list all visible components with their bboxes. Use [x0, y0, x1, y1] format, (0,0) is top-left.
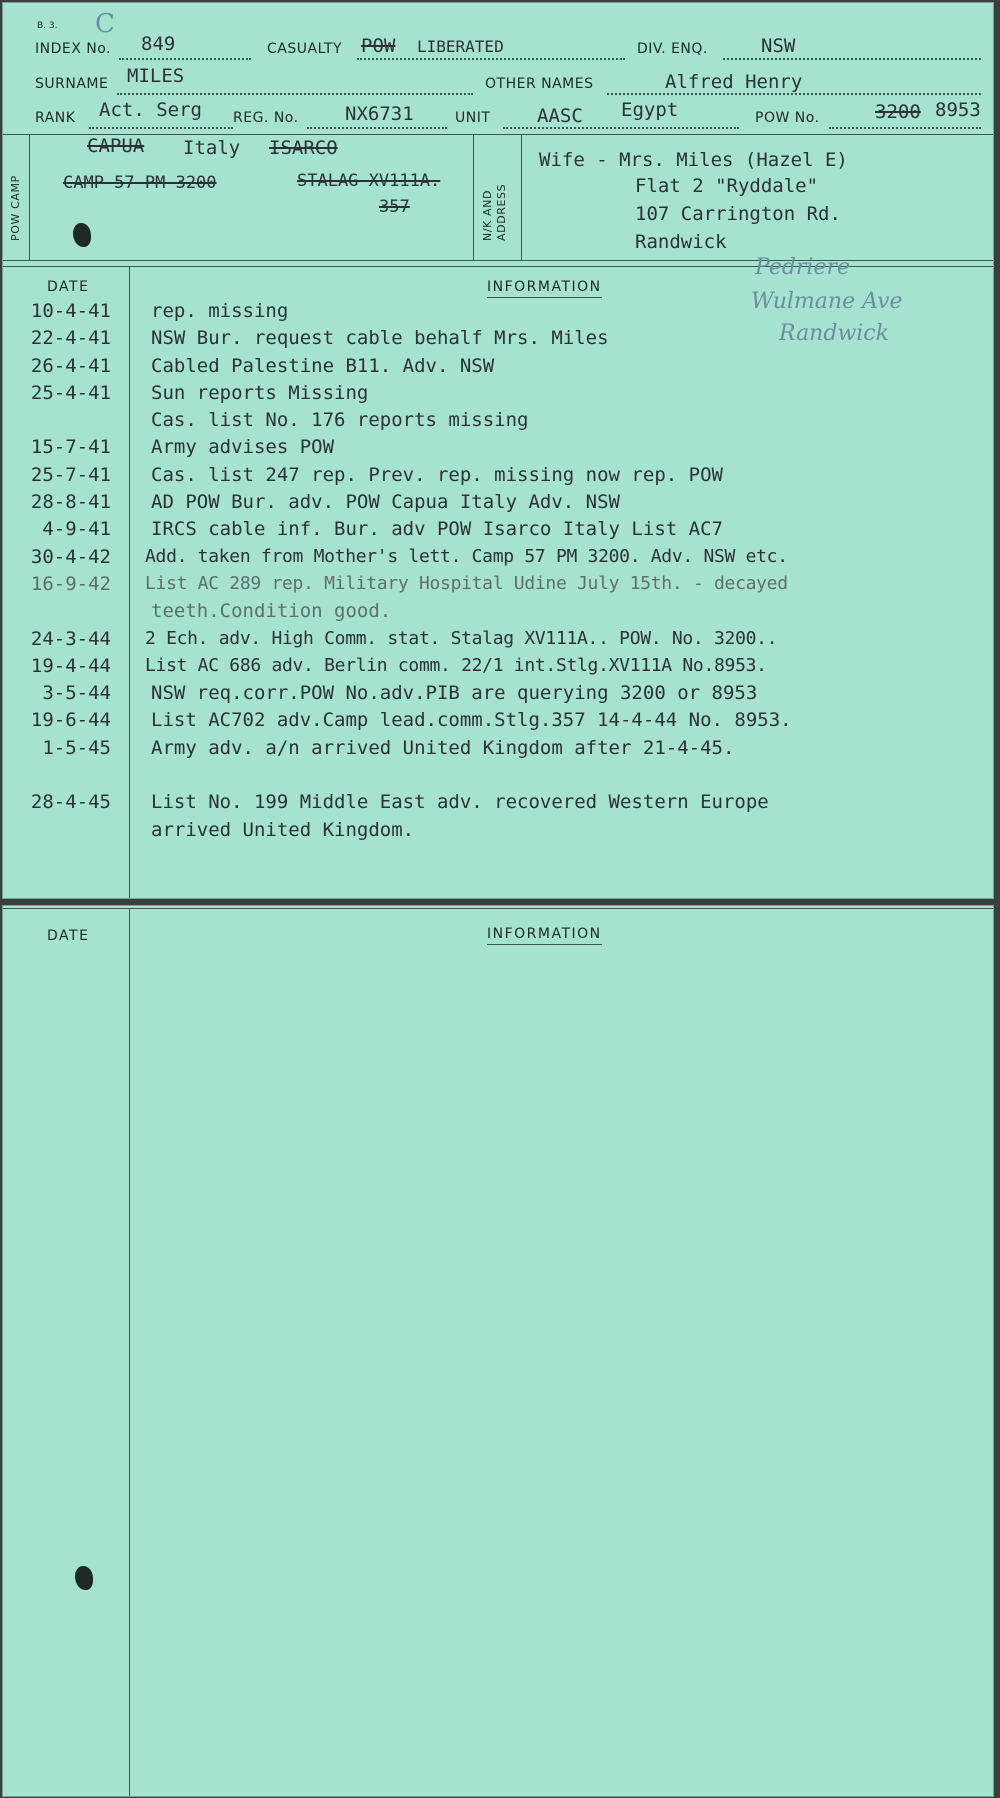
- surname-value: MILES: [127, 65, 185, 87]
- rule-top-back: [3, 908, 993, 909]
- entry-list: [3, 300, 995, 846]
- table-row: [3, 764, 995, 791]
- rank-label: RANK: [35, 110, 76, 126]
- table-row: [3, 600, 995, 627]
- index-card-back: [2, 905, 994, 1797]
- reg-dots: [307, 127, 447, 129]
- camp-italy: Italy: [183, 137, 241, 159]
- entry-date: 10-4-41: [30, 300, 111, 322]
- index-value: 849: [141, 33, 176, 55]
- entry-text: rep. missing: [151, 300, 289, 322]
- table-row: [3, 409, 995, 436]
- nk-address-label: N/K AND ADDRESS: [481, 183, 508, 241]
- entry-date: 19-4-44: [30, 654, 111, 677]
- table-row: [3, 491, 995, 518]
- div-enq-dots: [723, 58, 981, 60]
- entry-text: Sun reports Missing: [151, 381, 369, 404]
- table-row: [3, 709, 995, 736]
- casualty-label: CASUALTY: [267, 41, 343, 57]
- pow-camp-label: POW CAMP: [9, 175, 22, 241]
- entry-date: 15-7-41: [30, 436, 111, 459]
- unit-value: AASC: [537, 105, 583, 127]
- entry-text: NSW Bur. request cable behalf Mrs. Miles: [151, 327, 609, 350]
- entry-text: Army advises POW: [151, 436, 335, 459]
- entry-date: 1-5-45: [42, 736, 111, 759]
- pow-no-dots: [829, 127, 981, 129]
- address-line-1: Wife - Mrs. Miles (Hazel E): [539, 149, 848, 171]
- table-row: [3, 436, 995, 463]
- camp-stalag: STALAG XV111A.: [297, 171, 441, 191]
- date-header: DATE: [47, 279, 90, 295]
- entry-text: arrived United Kingdom.: [151, 818, 415, 841]
- entry-text: 2 Ech. adv. High Comm. stat. Stalag XV111A.. POW. No. 3200..: [145, 627, 778, 649]
- unit-dots: [503, 127, 739, 129]
- table-row: [3, 819, 995, 846]
- surname-label: SURNAME: [35, 76, 109, 92]
- reg-value: NX6731: [345, 103, 414, 125]
- entry-text: List AC702 adv.Camp lead.comm.Stlg.357 14-4-44 No. 8953.: [151, 709, 792, 732]
- punch-hole: [73, 223, 91, 247]
- casualty-dots: [357, 58, 625, 60]
- pow-no-label: POW No.: [755, 110, 820, 126]
- table-row: [3, 327, 995, 354]
- table-row: [3, 546, 995, 573]
- entry-date: 24-3-44: [30, 627, 111, 650]
- entry-text: List AC 289 rep. Military Hospital Udine July 15th. - decayed: [145, 572, 788, 594]
- information-header-back: INFORMATION: [487, 926, 602, 945]
- table-row: [3, 628, 995, 655]
- camp-capua: CAPUA: [87, 135, 145, 157]
- index-dots: [119, 58, 251, 60]
- date-header-back: DATE: [47, 928, 90, 944]
- rule-camp-left: [29, 134, 30, 260]
- casualty-extra: LIBERATED: [417, 37, 504, 56]
- entry-text: List AC 686 adv. Berlin comm. 22/1 int.Stlg.XV111A No.8953.: [145, 654, 767, 676]
- camp-357: 357: [379, 197, 410, 217]
- table-row: [3, 791, 995, 818]
- index-card-front: [2, 2, 994, 899]
- table-row: [3, 300, 995, 327]
- div-enq-value: NSW: [761, 35, 796, 57]
- table-row: [3, 737, 995, 764]
- rule-camp-right: [473, 134, 474, 260]
- entry-text: AD POW Bur. adv. POW Capua Italy Adv. NSW: [151, 491, 620, 514]
- pencil-note-2: Wulmane Ave: [751, 289, 903, 314]
- entry-text: Cabled Palestine B11. Adv. NSW: [151, 354, 495, 377]
- entry-text: Cas. list No. 176 reports missing: [151, 409, 529, 432]
- entry-date: 28-8-41: [30, 491, 111, 514]
- table-row: [3, 464, 995, 491]
- punch-hole-back: [75, 1566, 93, 1590]
- table-row: [3, 382, 995, 409]
- entry-text: Cas. list 247 rep. Prev. rep. missing now rep. POW: [151, 463, 723, 486]
- entry-date: 28-4-45: [30, 791, 111, 814]
- entry-date: 25-7-41: [30, 463, 111, 486]
- entry-text: teeth.Condition good.: [151, 600, 392, 623]
- table-row: [3, 655, 995, 682]
- div-enq-label: DIV. ENQ.: [637, 41, 708, 57]
- camp-57: CAMP 57 PM 3200: [63, 173, 217, 193]
- unit-label: UNIT: [455, 110, 491, 126]
- pencil-note-3: Randwick: [779, 321, 889, 346]
- pencil-note-1: Pedriere: [755, 255, 851, 280]
- entry-text: List No. 199 Middle East adv. recovered Western Europe: [151, 791, 769, 814]
- table-row: [3, 682, 995, 709]
- entry-date: 16-9-42: [30, 572, 111, 595]
- corner-mark: C: [95, 9, 115, 39]
- pow-no-value: 8953: [935, 99, 981, 121]
- rank-dots: [89, 127, 233, 129]
- reg-label: REG. No.: [233, 110, 299, 126]
- table-row: [3, 355, 995, 382]
- entry-date: 4-9-41: [42, 518, 111, 541]
- entry-text: Add. taken from Mother's lett. Camp 57 PM 3200. Adv. NSW etc.: [145, 545, 788, 567]
- pow-no-struck: 3200: [875, 101, 921, 123]
- table-row: [3, 518, 995, 545]
- surname-dots: [117, 93, 473, 95]
- entry-date: 30-4-42: [30, 545, 111, 568]
- other-names-value: Alfred Henry: [665, 71, 803, 93]
- address-line-2: Flat 2 "Ryddale": [635, 175, 819, 197]
- entry-date: 19-6-44: [30, 709, 111, 732]
- entry-text: Army adv. a/n arrived United Kingdom after 21-4-45.: [151, 736, 735, 759]
- entry-text: IRCS cable inf. Bur. adv POW Isarco Italy List AC7: [151, 518, 723, 541]
- casualty-value: POW: [361, 35, 396, 57]
- entry-date: 25-4-41: [30, 381, 111, 404]
- form-code: B. 3.: [37, 21, 58, 31]
- other-names-label: OTHER NAMES: [485, 76, 594, 92]
- rank-value: Act. Serg: [99, 99, 202, 121]
- entry-date: 26-4-41: [30, 354, 111, 377]
- entry-text: NSW req.corr.POW No.adv.PIB are querying 3200 or 8953: [151, 682, 758, 705]
- information-header: INFORMATION: [487, 279, 602, 298]
- other-names-dots: [607, 93, 981, 95]
- address-line-4: Randwick: [635, 231, 727, 253]
- index-label: INDEX No.: [35, 41, 112, 57]
- address-line-3: 107 Carrington Rd.: [635, 203, 841, 225]
- rule-date-column-back: [129, 908, 130, 1796]
- table-row: [3, 573, 995, 600]
- rule-address-left: [521, 134, 522, 260]
- camp-isarco: ISARCO: [269, 137, 338, 159]
- unit-extra: Egypt: [621, 99, 679, 121]
- entry-date: 3-5-44: [42, 682, 111, 705]
- entry-date: 22-4-41: [30, 327, 111, 350]
